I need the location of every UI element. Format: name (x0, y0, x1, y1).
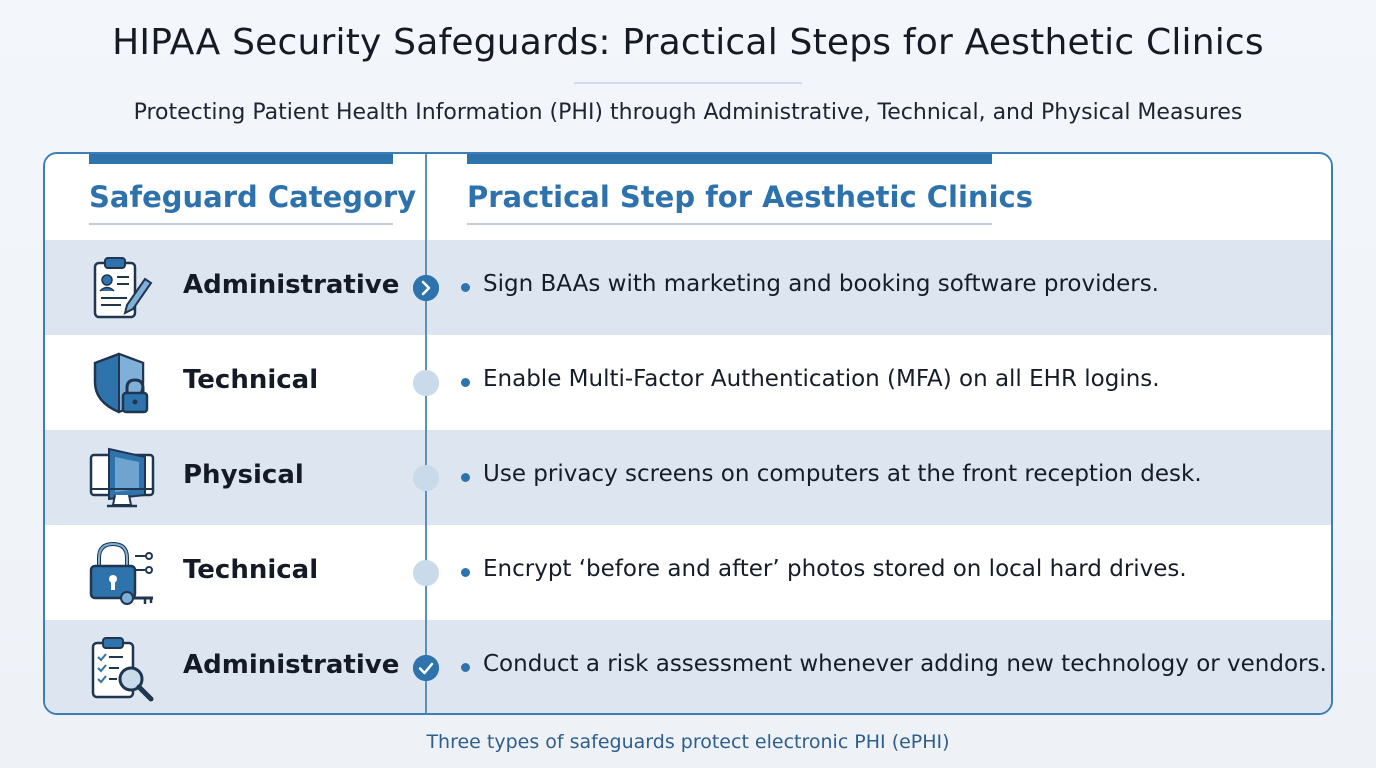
bullet-icon (461, 473, 470, 482)
table-row (45, 620, 1331, 715)
header-accent-bar-category (89, 154, 393, 164)
header-underline-category (89, 223, 393, 225)
footer-caption: Three types of safeguards protect electronic PHI (ePHI) (426, 731, 950, 753)
monitor-privacy-screen-icon (87, 443, 157, 513)
category-label: Administrative (183, 270, 400, 300)
safeguards-table (43, 152, 1333, 715)
category-label: Technical (183, 365, 319, 395)
practical-step-text: Conduct a risk assessment whenever adding new technology or vendors. (483, 651, 1327, 677)
clipboard-pen-icon (87, 253, 157, 323)
table-row (45, 430, 1331, 525)
column-divider-timeline (425, 154, 427, 713)
lock-key-icon (87, 538, 157, 608)
header-accent-bar-step (467, 154, 992, 164)
column-header-step: Practical Step for Aesthetic Clinics (467, 180, 1033, 214)
table-row (45, 525, 1331, 620)
checklist-magnifier-icon (87, 633, 157, 703)
header-underline-step (467, 223, 992, 225)
column-header-category: Safeguard Category (89, 180, 417, 214)
table-header (45, 154, 1331, 240)
category-label: Physical (183, 460, 304, 490)
practical-step-text: Enable Multi-Factor Authentication (MFA) on all EHR logins. (483, 366, 1160, 392)
page-subtitle: Protecting Patient Health Information (PHI) through Administrative, Technical, and Physical Measures (133, 100, 1243, 125)
title-divider (574, 82, 802, 84)
table-row (45, 335, 1331, 430)
bullet-icon (461, 283, 470, 292)
practical-step-text: Encrypt ‘before and after’ photos stored on local hard drives. (483, 556, 1187, 582)
category-label: Administrative (183, 650, 400, 680)
bullet-icon (461, 378, 470, 387)
category-label: Technical (183, 555, 319, 585)
shield-lock-icon (87, 348, 157, 418)
bullet-icon (461, 568, 470, 577)
practical-step-text: Use privacy screens on computers at the front reception desk. (483, 461, 1202, 487)
table-row (45, 240, 1331, 335)
bullet-icon (461, 663, 470, 672)
practical-step-text: Sign BAAs with marketing and booking software providers. (483, 271, 1159, 297)
page-title: HIPAA Security Safeguards: Practical Steps for Aesthetic Clinics (112, 22, 1264, 63)
